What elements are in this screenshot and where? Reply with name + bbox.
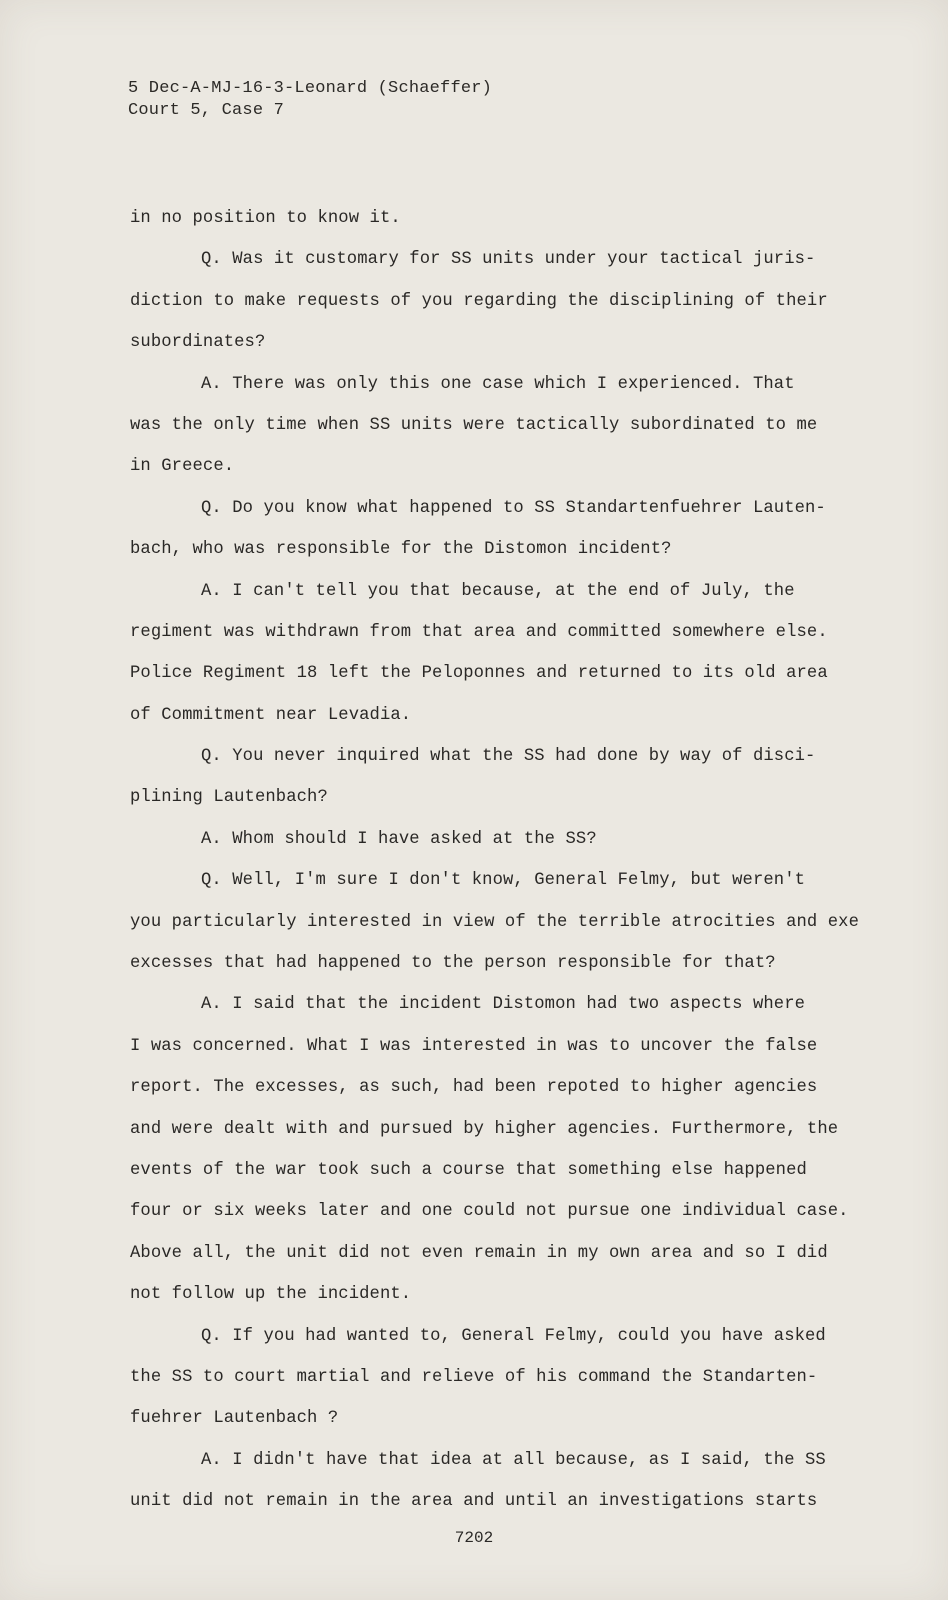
text-line: unit did not remain in the area and until an investigations starts (130, 1492, 818, 1512)
text-line: Above all, the unit did not even remain in my own area and so I did (130, 1243, 828, 1263)
header-reference: 5 Dec-A-MJ-16-3-Leonard (Schaeffer) (128, 79, 493, 98)
text-line: A. I said that the incident Distomon had two aspects where (201, 995, 806, 1015)
text-line: the SS to court martial and relieve of his command the Standarten- (130, 1367, 818, 1387)
text-line: and were dealt with and pursued by higher agencies. Furthermore, the (130, 1119, 839, 1139)
text-line: A. I can't tell you that because, at the end of July, the (201, 581, 795, 601)
text-line: you particularly interested in view of the terrible atrocities and exe (130, 912, 859, 932)
text-line: of Commitment near Levadia. (130, 705, 412, 725)
text-line: Q. Do you know what happened to SS Standartenfuehrer Lauten- (201, 498, 826, 518)
text-line: A. There was only this one case which I experienced. That (201, 374, 795, 394)
text-line: not follow up the incident. (130, 1285, 412, 1305)
text-line: report. The excesses, as such, had been repoted to higher agencies (130, 1078, 818, 1098)
text-line: four or six weeks later and one could not pursue one individual case. (130, 1202, 849, 1222)
text-line: regiment was withdrawn from that area and committed somewhere else. (130, 622, 828, 642)
text-line: was the only time when SS units were tactically subordinated to me (130, 415, 818, 435)
text-line: A. Whom should I have asked at the SS? (201, 829, 597, 849)
text-line: Police Regiment 18 left the Peloponnes and returned to its old area (130, 664, 828, 684)
text-line: in no position to know it. (130, 209, 401, 228)
text-line: in Greece. (130, 457, 235, 477)
text-line: Q. Was it customary for SS units under your tactical juris- (201, 250, 816, 270)
text-line: plining Lautenbach? (130, 788, 328, 808)
text-line: diction to make requests of you regarding the disciplining of their (130, 291, 828, 311)
text-line: subordinates? (130, 333, 266, 353)
text-line: events of the war took such a course that something else happened (130, 1160, 807, 1180)
text-line: A. I didn't have that idea at all because, as I said, the SS (201, 1450, 826, 1470)
document-header (128, 78, 492, 122)
page-number: 7202 (454, 1529, 494, 1547)
text-line: I was concerned. What I was interested in was to uncover the false (130, 1036, 818, 1056)
text-line: Q. You never inquired what the SS had done by way of disci- (201, 747, 816, 767)
text-line: fuehrer Lautenbach ? (130, 1409, 339, 1429)
transcript-body (130, 198, 859, 1523)
text-line: excesses that had happened to the person responsible for that? (130, 954, 776, 974)
text-line: bach, who was responsible for the Distomon incident? (130, 540, 672, 560)
text-line: Q. Well, I'm sure I don't know, General Felmy, but weren't (201, 871, 806, 891)
text-line: Q. If you had wanted to, General Felmy, could you have asked (201, 1326, 826, 1346)
header-court-case: Court 5, Case 7 (128, 101, 285, 120)
